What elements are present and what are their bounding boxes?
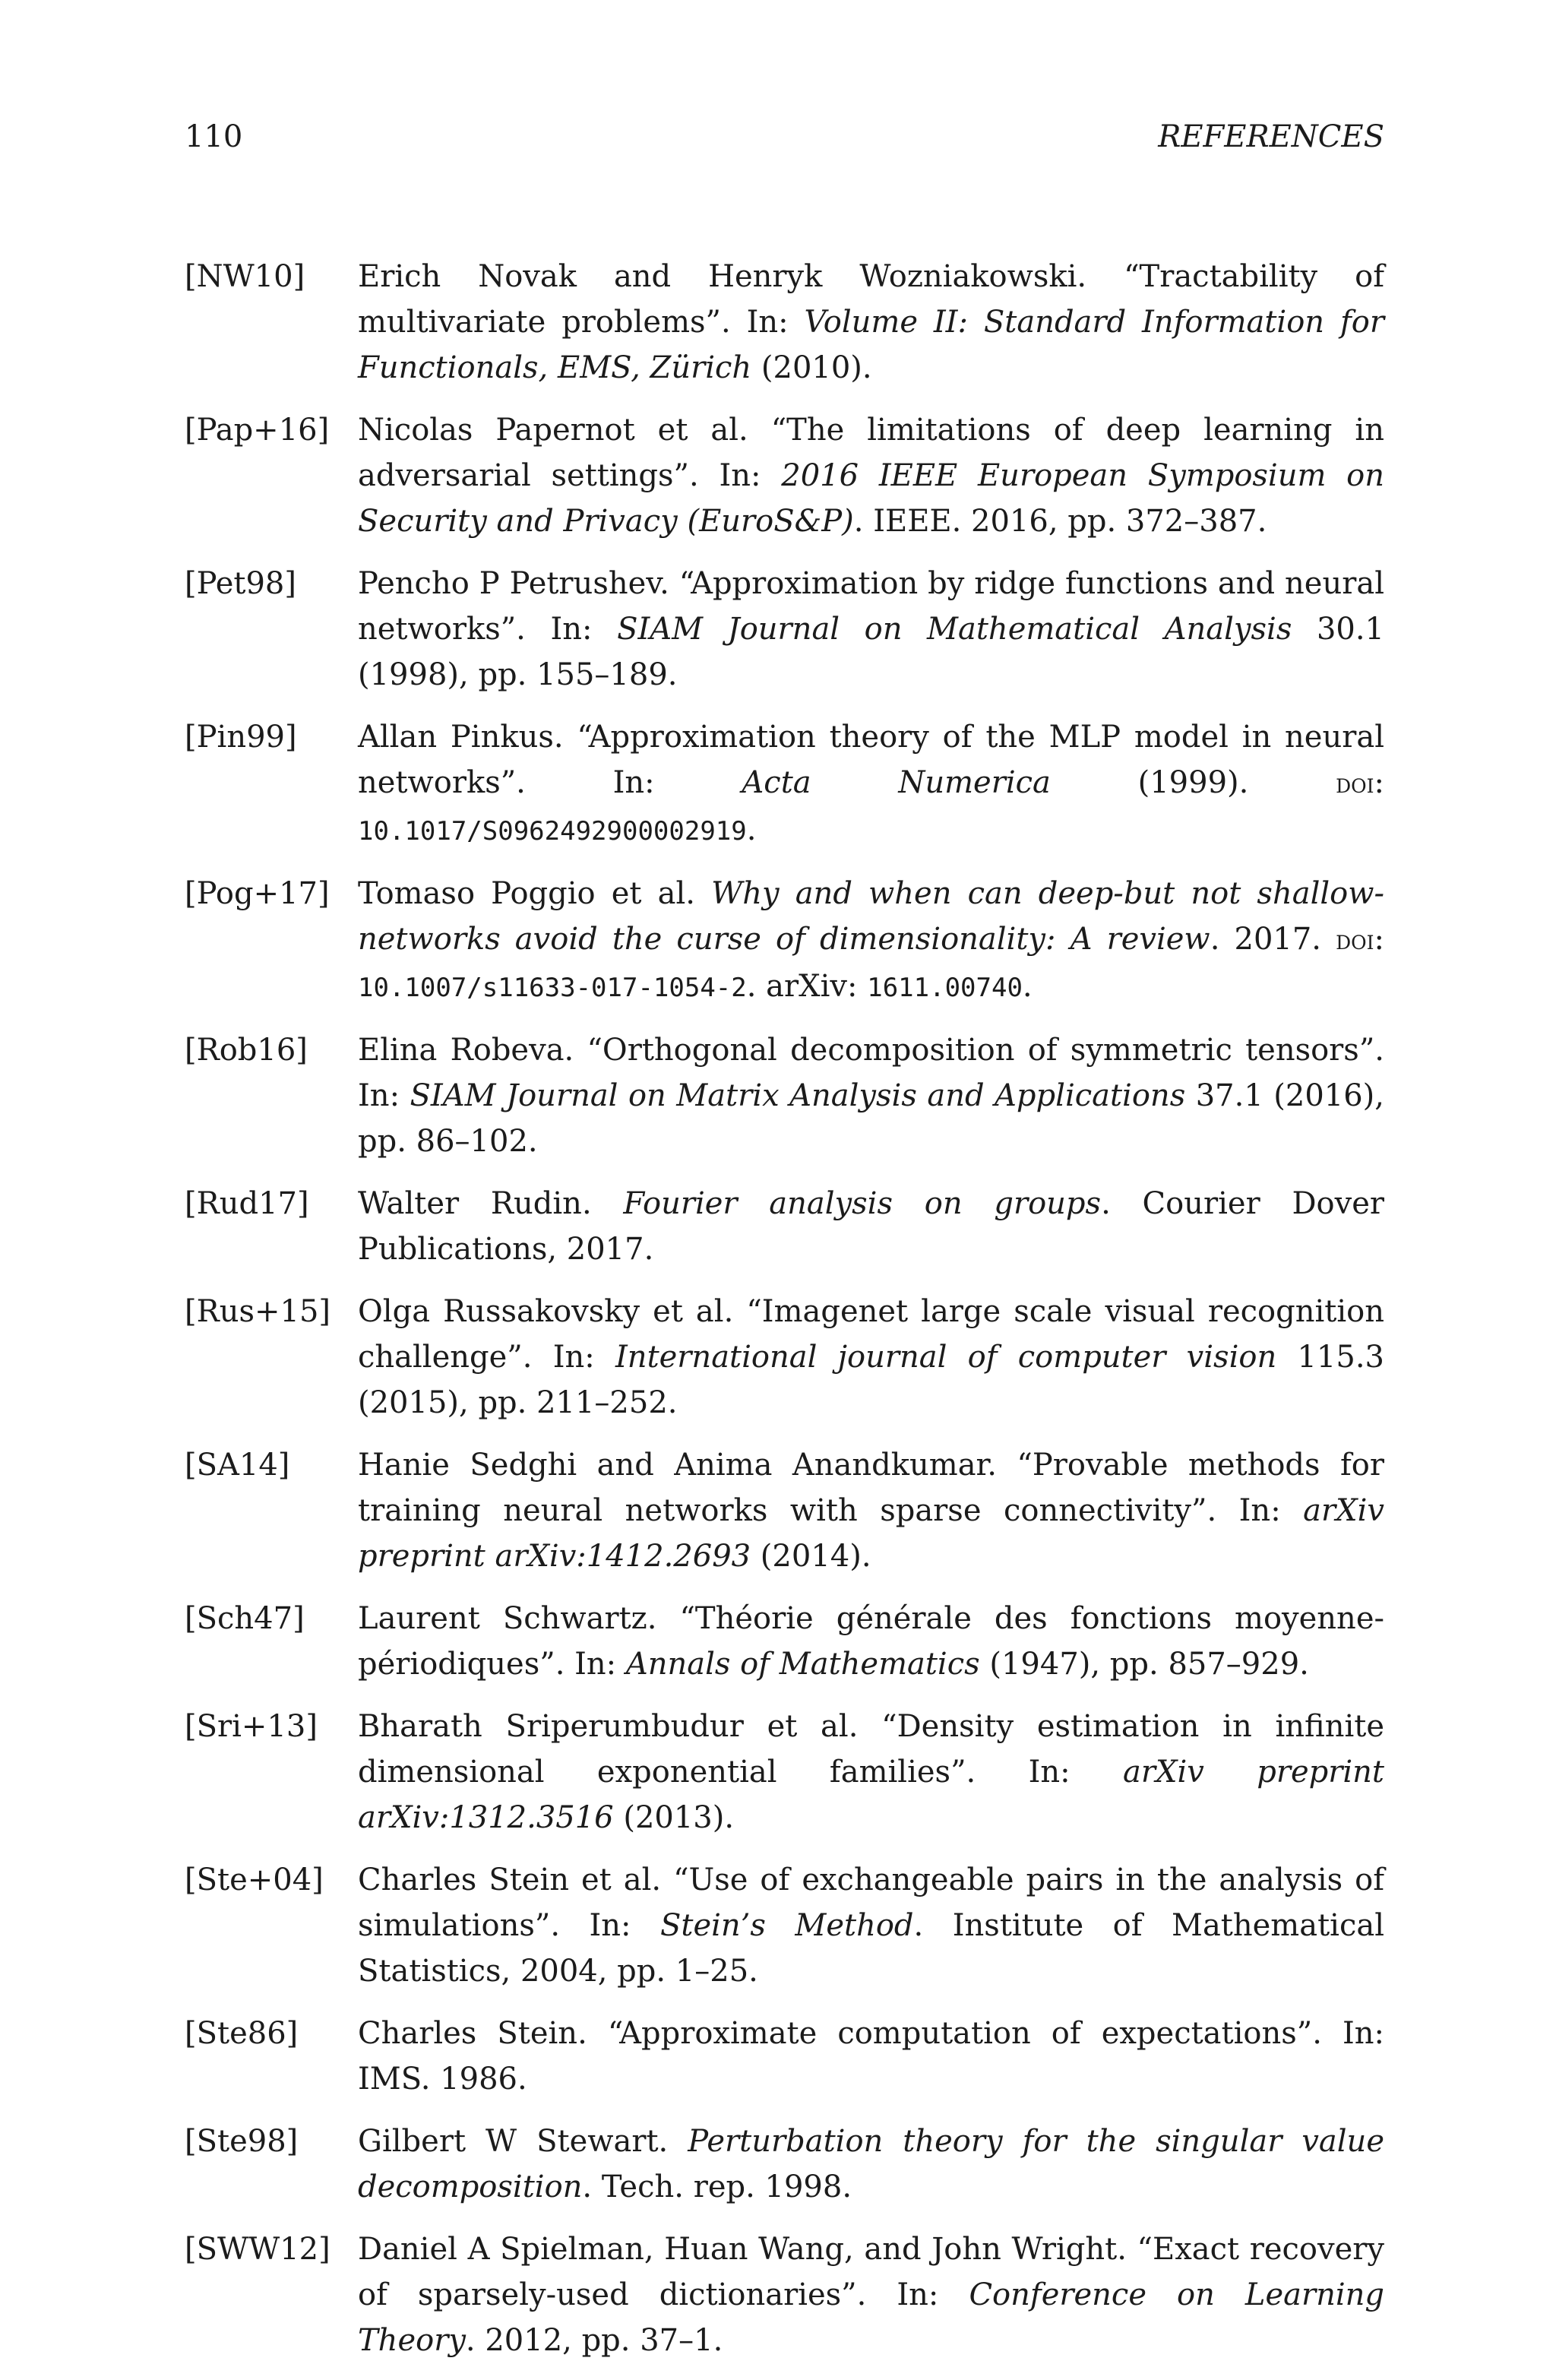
reference-entry: [185, 407, 1384, 544]
reference-text: [358, 714, 1384, 854]
reference-italic-text: SIAM Journal on Mathematical Analysis: [617, 612, 1292, 647]
reference-text-part: Charles Stein et al. “Use of exchangeable pairs in the analysis of simulations”. In:: [358, 1863, 1384, 1943]
reference-text-part: Daniel A Spielman, Huan Wang, and John Wright. “Exact recovery of sparsely-used dictionaries”. In:: [358, 2232, 1384, 2312]
reference-key: [Pog+17]: [185, 876, 330, 911]
reference-text-part: Tomaso Poggio et al.: [358, 876, 712, 911]
reference-text-part: Gilbert W Stewart.: [358, 2124, 688, 2159]
reference-entry: [185, 1181, 1384, 1272]
reference-key: [Pet98]: [185, 566, 296, 601]
reference-text: [358, 1596, 1384, 1687]
reference-text: [358, 407, 1384, 544]
reference-text-part: .: [746, 812, 757, 847]
reference-list: [185, 254, 1384, 2380]
reference-key: [Ste86]: [185, 2016, 299, 2051]
reference-text: [358, 2227, 1384, 2363]
reference-text-part: :: [1374, 765, 1384, 800]
reference-entry: [185, 1704, 1384, 1840]
reference-text: [358, 561, 1384, 698]
reference-text-part: Walter Rudin.: [358, 1186, 624, 1221]
reference-text-part: Elina Robeva. “Orthogonal decomposition of symmetric tensors”. In:: [358, 1033, 1384, 1113]
reference-key: [Rob16]: [185, 1033, 308, 1068]
reference-text: [358, 2011, 1384, 2102]
reference-key: [Pap+16]: [185, 413, 330, 448]
reference-italic-text: Acta Numerica: [742, 765, 1051, 800]
page-number: 110: [185, 119, 243, 154]
reference-entry: [185, 1027, 1384, 1164]
reference-text-part: Pencho P Petrushev. “Approximation by ridge functions and neural networks”. In:: [358, 566, 1384, 647]
reference-italic-text: Perturbation theory for the singular value decomposition: [358, 2124, 1384, 2204]
reference-text: [358, 871, 1384, 1011]
reference-text-part: (2013).: [613, 1800, 735, 1835]
reference-entry: [185, 1442, 1384, 1579]
reference-key: [Sch47]: [185, 1601, 305, 1636]
reference-key: [SA14]: [185, 1448, 290, 1483]
reference-italic-text: 2016 IEEE European Symposium on Security and Privacy (EuroS&P): [358, 458, 1385, 539]
running-head-title: REFERENCES: [1158, 119, 1384, 154]
reference-italic-text: International journal of computer vision: [615, 1340, 1277, 1375]
reference-text-part: 37.1 (2016), pp. 86–102.: [358, 1078, 1384, 1159]
reference-text-part: Olga Russakovsky et al. “Imagenet large scale visual recognition challenge”. In:: [358, 1294, 1384, 1375]
reference-text: [358, 1442, 1384, 1579]
reference-entry: [185, 1596, 1384, 1687]
reference-italic-text: Volume II: Standard Information for Functionals, EMS, Zürich: [358, 305, 1384, 385]
reference-entry: [185, 1857, 1384, 1994]
reference-doi-label: doi: [1336, 925, 1374, 956]
reference-entry: [185, 2011, 1384, 2102]
reference-text: [358, 1027, 1384, 1164]
reference-text: [358, 1704, 1384, 1840]
reference-text-part: . 2017.: [1210, 922, 1336, 957]
reference-identifier: 10.1007/s11633-017-1054-2: [358, 973, 747, 1003]
reference-text-part: . Tech. rep. 1998.: [582, 2170, 852, 2204]
reference-italic-text: arXiv preprint arXiv:1312.3516: [358, 1755, 1384, 1835]
reference-text-part: 30.1 (1998), pp. 155–189.: [358, 612, 1385, 692]
reference-text-part: Charles Stein. “Approximate computation of expectations”. In: IMS. 1986.: [358, 2016, 1384, 2097]
reference-text: [358, 1289, 1384, 1426]
reference-text-part: :: [1374, 922, 1385, 957]
reference-entry: [185, 2227, 1384, 2363]
reference-text-part: . Institute of Mathematical Statistics, 2004, pp. 1–25.: [358, 1908, 1384, 1989]
reference-text: [358, 1181, 1384, 1272]
reference-key: [SWW12]: [185, 2232, 330, 2267]
reference-key: [Sri+13]: [185, 1709, 318, 1744]
reference-entry: [185, 871, 1384, 1011]
reference-text-part: . 2012, pp. 37–1.: [465, 2323, 723, 2358]
reference-entry: [185, 2119, 1384, 2210]
reference-entry: [185, 561, 1384, 698]
reference-text-part: Erich Novak and Henryk Wozniakowski. “Tractability of multivariate problems”. In:: [358, 259, 1384, 340]
reference-italic-text: Annals of Mathematics: [625, 1647, 980, 1682]
reference-italic-text: arXiv preprint arXiv:1412.2693: [358, 1493, 1384, 1574]
reference-italic-text: Stein’s Method: [659, 1908, 914, 1943]
reference-text-part: (2014).: [751, 1539, 871, 1574]
reference-text-part: . Courier Dover Publications, 2017.: [358, 1186, 1384, 1267]
reference-key: [NW10]: [185, 259, 305, 294]
reference-entry: [185, 254, 1384, 391]
reference-doi-label: doi: [1336, 768, 1374, 799]
reference-italic-text: Fourier analysis on groups: [623, 1186, 1102, 1221]
reference-italic-text: Conference on Learning Theory: [358, 2277, 1385, 2358]
reference-text-part: .: [1022, 969, 1033, 1004]
reference-italic-text: Why and when can deep-but not shallow-networks avoid the curse of dimensionality: A review: [358, 876, 1384, 957]
reference-text-part: (2010).: [751, 350, 872, 385]
reference-identifier: 10.1017/S0962492900002919: [358, 816, 747, 847]
reference-entry: [185, 714, 1384, 854]
reference-text: [358, 1857, 1384, 1994]
reference-text: [358, 2119, 1384, 2210]
reference-text-part: 115.3 (2015), pp. 211–252.: [358, 1340, 1384, 1420]
reference-entry: [185, 1289, 1384, 1426]
reference-text-part: . arXiv:: [746, 969, 868, 1004]
reference-italic-text: SIAM Journal on Matrix Analysis and Applications: [410, 1078, 1186, 1113]
reference-text-part: Laurent Schwartz. “Théorie générale des fonctions moyenne-périodiques”. In:: [358, 1601, 1384, 1682]
reference-text-part: Hanie Sedghi and Anima Anandkumar. “Provable methods for training neural networks with sparse connectivity”. In:: [358, 1448, 1384, 1528]
reference-text-part: (1999).: [1050, 765, 1336, 800]
reference-key: [Ste98]: [185, 2124, 299, 2159]
reference-key: [Ste+04]: [185, 1863, 324, 1897]
reference-text-part: Nicolas Papernot et al. “The limitations of deep learning in adversarial settings”. In:: [358, 413, 1384, 493]
reference-text-part: (1947), pp. 857–929.: [979, 1647, 1309, 1682]
reference-key: [Rud17]: [185, 1186, 309, 1221]
reference-text-part: Allan Pinkus. “Approximation theory of the MLP model in neural networks”. In:: [358, 720, 1384, 800]
reference-text: [358, 254, 1384, 391]
reference-text-part: . IEEE. 2016, pp. 372–387.: [853, 504, 1267, 539]
reference-text-part: Bharath Sriperumbudur et al. “Density estimation in infinite dimensional exponential families”. In:: [358, 1709, 1384, 1790]
reference-key: [Pin99]: [185, 720, 297, 755]
reference-identifier: 1611.00740: [867, 973, 1023, 1003]
reference-key: [Rus+15]: [185, 1294, 331, 1329]
